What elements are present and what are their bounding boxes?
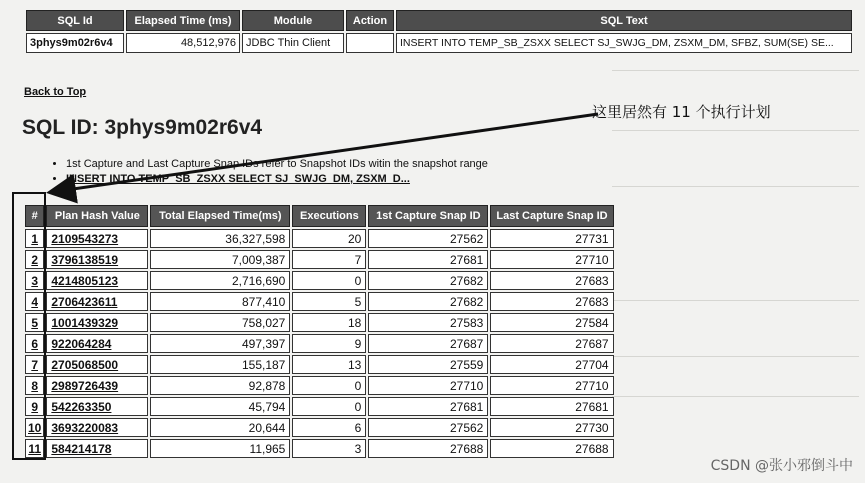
- elapsed-cell: 36,327,598: [150, 229, 290, 248]
- page-title: SQL ID: 3phys9m02r6v4: [22, 116, 263, 139]
- row-number[interactable]: 10: [25, 418, 44, 437]
- row-number[interactable]: 8: [25, 376, 44, 395]
- first-snap-cell: 27688: [368, 439, 488, 458]
- row-number[interactable]: 6: [25, 334, 44, 353]
- plan-hash-link[interactable]: 584214178: [46, 439, 148, 458]
- executions-cell: 6: [292, 418, 366, 437]
- executions-cell: 20: [292, 229, 366, 248]
- last-snap-cell: 27731: [490, 229, 613, 248]
- row-number[interactable]: 9: [25, 397, 44, 416]
- column-header: SQL Text: [396, 10, 852, 31]
- plan-hash-link[interactable]: 3693220083: [46, 418, 148, 437]
- plan-hash-link[interactable]: 4214805123: [46, 271, 148, 290]
- column-header: Plan Hash Value: [46, 205, 148, 227]
- elapsed-cell: 877,410: [150, 292, 290, 311]
- elapsed-cell: 20,644: [150, 418, 290, 437]
- plan-hash-link[interactable]: 542263350: [46, 397, 148, 416]
- last-snap-cell: 27710: [490, 250, 613, 269]
- last-snap-cell: 27683: [490, 271, 613, 290]
- elapsed-cell: 2,716,690: [150, 271, 290, 290]
- plan-hash-link[interactable]: 2109543273: [46, 229, 148, 248]
- column-header: Last Capture Snap ID: [490, 205, 613, 227]
- executions-cell: 0: [292, 397, 366, 416]
- executions-cell: 9: [292, 334, 366, 353]
- last-snap-cell: 27688: [490, 439, 613, 458]
- column-header: Executions: [292, 205, 366, 227]
- annotation-text: 这里居然有 11 个执行计划: [592, 103, 771, 121]
- plan-hash-link[interactable]: 2989726439: [46, 376, 148, 395]
- executions-cell: 7: [292, 250, 366, 269]
- first-snap-cell: 27562: [368, 418, 488, 437]
- first-snap-cell: 27681: [368, 250, 488, 269]
- watermark: CSDN @张小邪倒斗中: [710, 458, 853, 474]
- column-header: Module: [242, 10, 344, 31]
- executions-cell: 0: [292, 271, 366, 290]
- sql-text-cell[interactable]: INSERT INTO TEMP_SB_ZSXX SELECT SJ_SWJG_DM, ZSXM_DM, SFBZ, SUM(SE) SE...: [396, 33, 852, 53]
- column-header: Action: [346, 10, 394, 31]
- first-snap-cell: 27682: [368, 292, 488, 311]
- row-number[interactable]: 1: [25, 229, 44, 248]
- snap-id-note: • 1st Capture and Last Capture Snap IDs refer to Snapshot IDs witin the snapshot range: [66, 157, 488, 172]
- elapsed-cell: 758,027: [150, 313, 290, 332]
- first-snap-cell: 27559: [368, 355, 488, 374]
- elapsed-cell: 11,965: [150, 439, 290, 458]
- elapsed-cell: 7,009,387: [150, 250, 290, 269]
- first-snap-cell: 27682: [368, 271, 488, 290]
- row-number[interactable]: 11: [25, 439, 44, 458]
- last-snap-cell: 27710: [490, 376, 613, 395]
- elapsed-cell: 45,794: [150, 397, 290, 416]
- back-to-top-link[interactable]: Back to Top: [24, 86, 87, 98]
- executions-cell: 13: [292, 355, 366, 374]
- first-snap-cell: 27681: [368, 397, 488, 416]
- elapsed-cell: 92,878: [150, 376, 290, 395]
- column-header: 1st Capture Snap ID: [368, 205, 488, 227]
- elapsed-cell: 155,187: [150, 355, 290, 374]
- column-header: Elapsed Time (ms): [126, 10, 240, 31]
- executions-cell: 18: [292, 313, 366, 332]
- plan-hash-link[interactable]: 2706423611: [46, 292, 148, 311]
- first-snap-cell: 27562: [368, 229, 488, 248]
- last-snap-cell: 27704: [490, 355, 613, 374]
- column-header: Total Elapsed Time(ms): [150, 205, 290, 227]
- column-header: #: [25, 205, 44, 227]
- first-snap-cell: 27583: [368, 313, 488, 332]
- executions-cell: 3: [292, 439, 366, 458]
- module-cell: JDBC Thin Client: [242, 33, 344, 53]
- row-number[interactable]: 2: [25, 250, 44, 269]
- last-snap-cell: 27683: [490, 292, 613, 311]
- first-snap-cell: 27710: [368, 376, 488, 395]
- last-snap-cell: 27584: [490, 313, 613, 332]
- last-snap-cell: 27681: [490, 397, 613, 416]
- column-header: SQL Id: [26, 10, 124, 31]
- first-snap-cell: 27687: [368, 334, 488, 353]
- elapsed-cell: 48,512,976: [126, 33, 240, 53]
- last-snap-cell: 27730: [490, 418, 613, 437]
- elapsed-cell: 497,397: [150, 334, 290, 353]
- executions-cell: 5: [292, 292, 366, 311]
- sql-id-cell[interactable]: 3phys9m02r6v4: [26, 33, 124, 53]
- sql-text-link[interactable]: INSERT INTO TEMP_SB_ZSXX SELECT SJ_SWJG_DM, ZSXM_D...: [66, 173, 410, 185]
- plan-hash-link[interactable]: 2705068500: [46, 355, 148, 374]
- row-number[interactable]: 7: [25, 355, 44, 374]
- last-snap-cell: 27687: [490, 334, 613, 353]
- row-number[interactable]: 3: [25, 271, 44, 290]
- plan-hash-link[interactable]: 1001439329: [46, 313, 148, 332]
- row-number[interactable]: 5: [25, 313, 44, 332]
- row-number[interactable]: 4: [25, 292, 44, 311]
- plan-hash-link[interactable]: 3796138519: [46, 250, 148, 269]
- executions-cell: 0: [292, 376, 366, 395]
- plan-hash-link[interactable]: 922064284: [46, 334, 148, 353]
